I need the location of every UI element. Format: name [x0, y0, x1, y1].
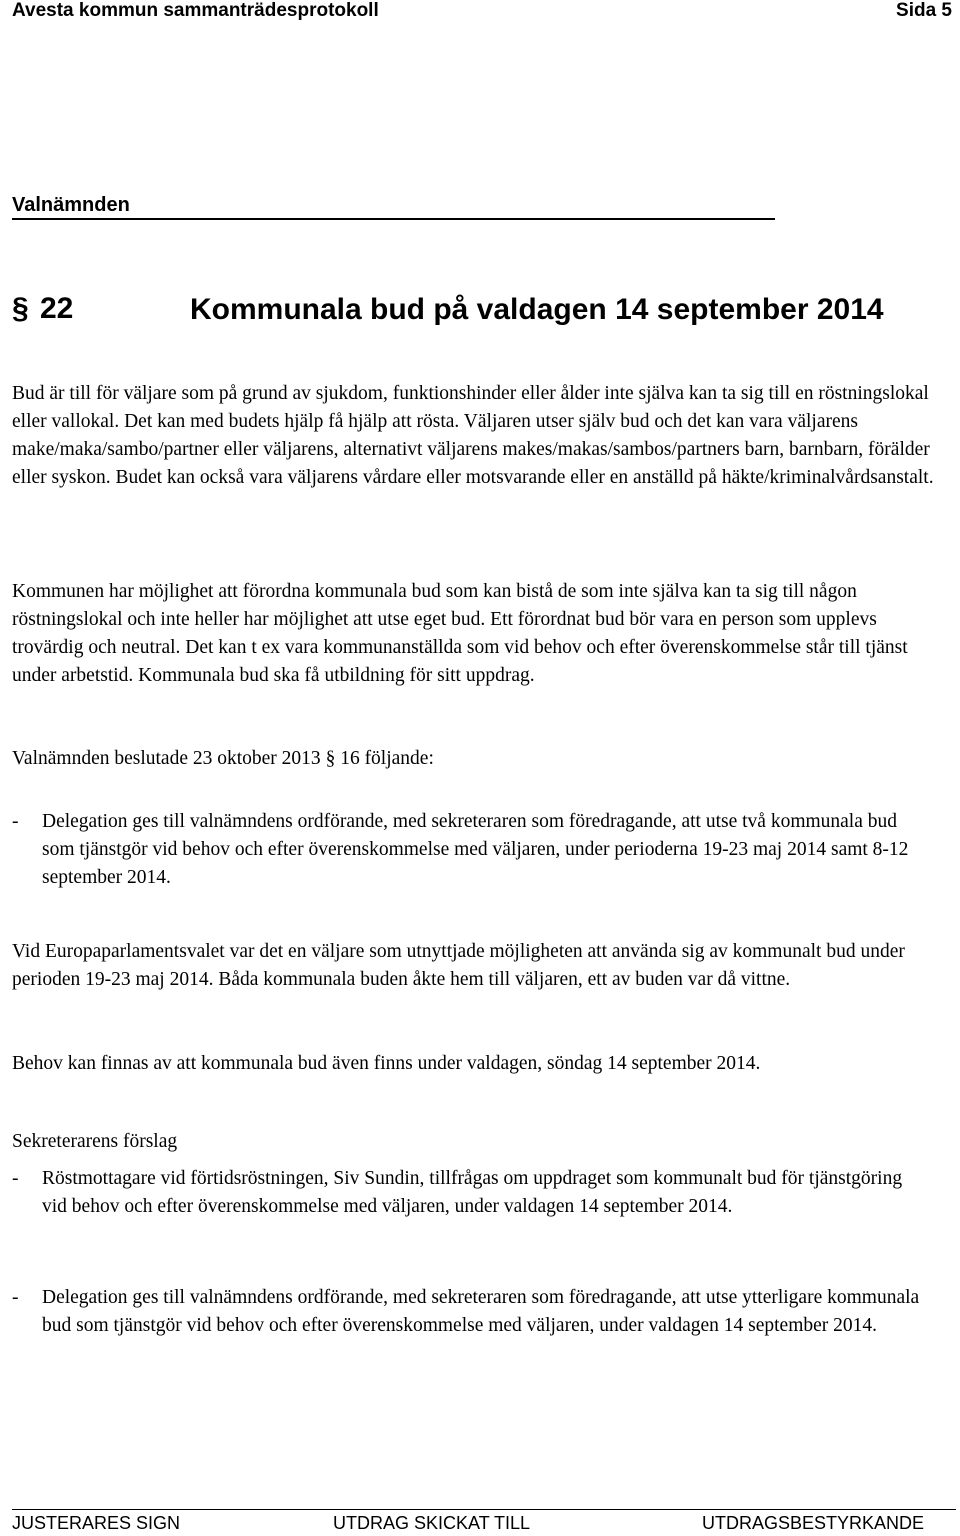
proposal-label: Sekreterarens förslag — [12, 1131, 178, 1152]
item-number: 22 — [40, 292, 74, 325]
list-dash: - — [12, 1168, 19, 1189]
footer-justerares-sign: JUSTERARES SIGN — [12, 1513, 181, 1533]
section-label: Valnämnden — [12, 194, 130, 216]
paragraph-sign-inline: § — [325, 748, 336, 769]
footer-utdragsbestyrkande: UTDRAGSBESTYRKANDE — [702, 1513, 925, 1533]
footer-rule — [12, 1509, 956, 1510]
list-item-text: Delegation ges till valnämndens ordförande, med sekreteraren som föredragande, att utse ytterligare kommunala bud som tjänstgör vid behov och efter överenskommelse med väljaren, under valdagen 14 september 2014. — [42, 1287, 920, 1336]
paragraph-decision-intro — [12, 745, 937, 773]
paragraph-kommunen: Kommunen har möjlighet att förordna kommunala bud som kan bistå de som inte själva kan ta sig till någon röstningslokal och inte heller har möjlighet att utse eget bud. Ett förordnat bud bör vara en person som upplevs trovärdig och neutral. Det kan t ex vara kommunanställda som vid behov och efter överenskommelse står till tjänst under arbetstid. Kommunala bud ska få utbildning för sitt uppdrag. — [12, 581, 908, 686]
paragraph-behov: Behov kan finnas av att kommunala bud även finns under valdagen, söndag 14 september 2014. — [12, 1053, 761, 1074]
section-underline — [12, 218, 775, 220]
decision-intro-text: Valnämnden beslutade 23 oktober 2013 — [12, 748, 321, 769]
item-title: Kommunala bud på valdagen 14 september 2014 — [190, 293, 884, 326]
page-header — [12, 0, 952, 26]
decision-intro-suffix: 16 följande: — [340, 748, 434, 769]
list-item-text: Röstmottagare vid förtidsröstningen, Siv Sundin, tillfrågas om uppdraget som kommunalt bud för tjänstgöring vid behov och efter överenskommelse med väljaren, under valdagen 14 september 2014. — [42, 1168, 903, 1217]
paragraph-europaval: Vid Europaparlamentsvalet var det en väljare som utnyttjade möjligheten att använda sig av kommunalt bud under perioden 19-23 maj 2014. Båda kommunala buden åkte hem till väljaren, ett av buden var då vittne. — [12, 941, 905, 990]
footer-utdrag-skickat: UTDRAG SKICKAT TILL — [333, 1513, 531, 1533]
page-number: Sida 5 — [896, 0, 952, 21]
list-dash: - — [12, 1287, 19, 1308]
document-title: Avesta kommun sammanträdesprotokoll — [12, 0, 379, 21]
list-item-text: Delegation ges till valnämndens ordförande, med sekreteraren som föredragande, att utse två kommunala bud som tjänstgör vid behov och efter överenskommelse med väljaren, under perioderna 19-23 maj 2014 samt 8-12 september 2014. — [42, 811, 909, 888]
list-dash: - — [12, 811, 19, 832]
paragraph-bud-definition: Bud är till för väljare som på grund av sjukdom, funktionshinder eller ålder inte själva kan ta sig till en röstningslokal eller vallokal. Det kan med budets hjälp få hjälp att rösta. Väljaren utser själv bud och det kan vara väljarens make/maka/sambo/partner eller väljarens, alternativt väljarens makes/makas/sambos/partners barn, barnbarn, förälder eller syskon. Budet kan också vara väljarens vårdare eller motsvarande eller en anställd på häkte/kriminalvårdsanstalt. — [12, 383, 934, 488]
paragraph-sign: § — [12, 292, 29, 325]
